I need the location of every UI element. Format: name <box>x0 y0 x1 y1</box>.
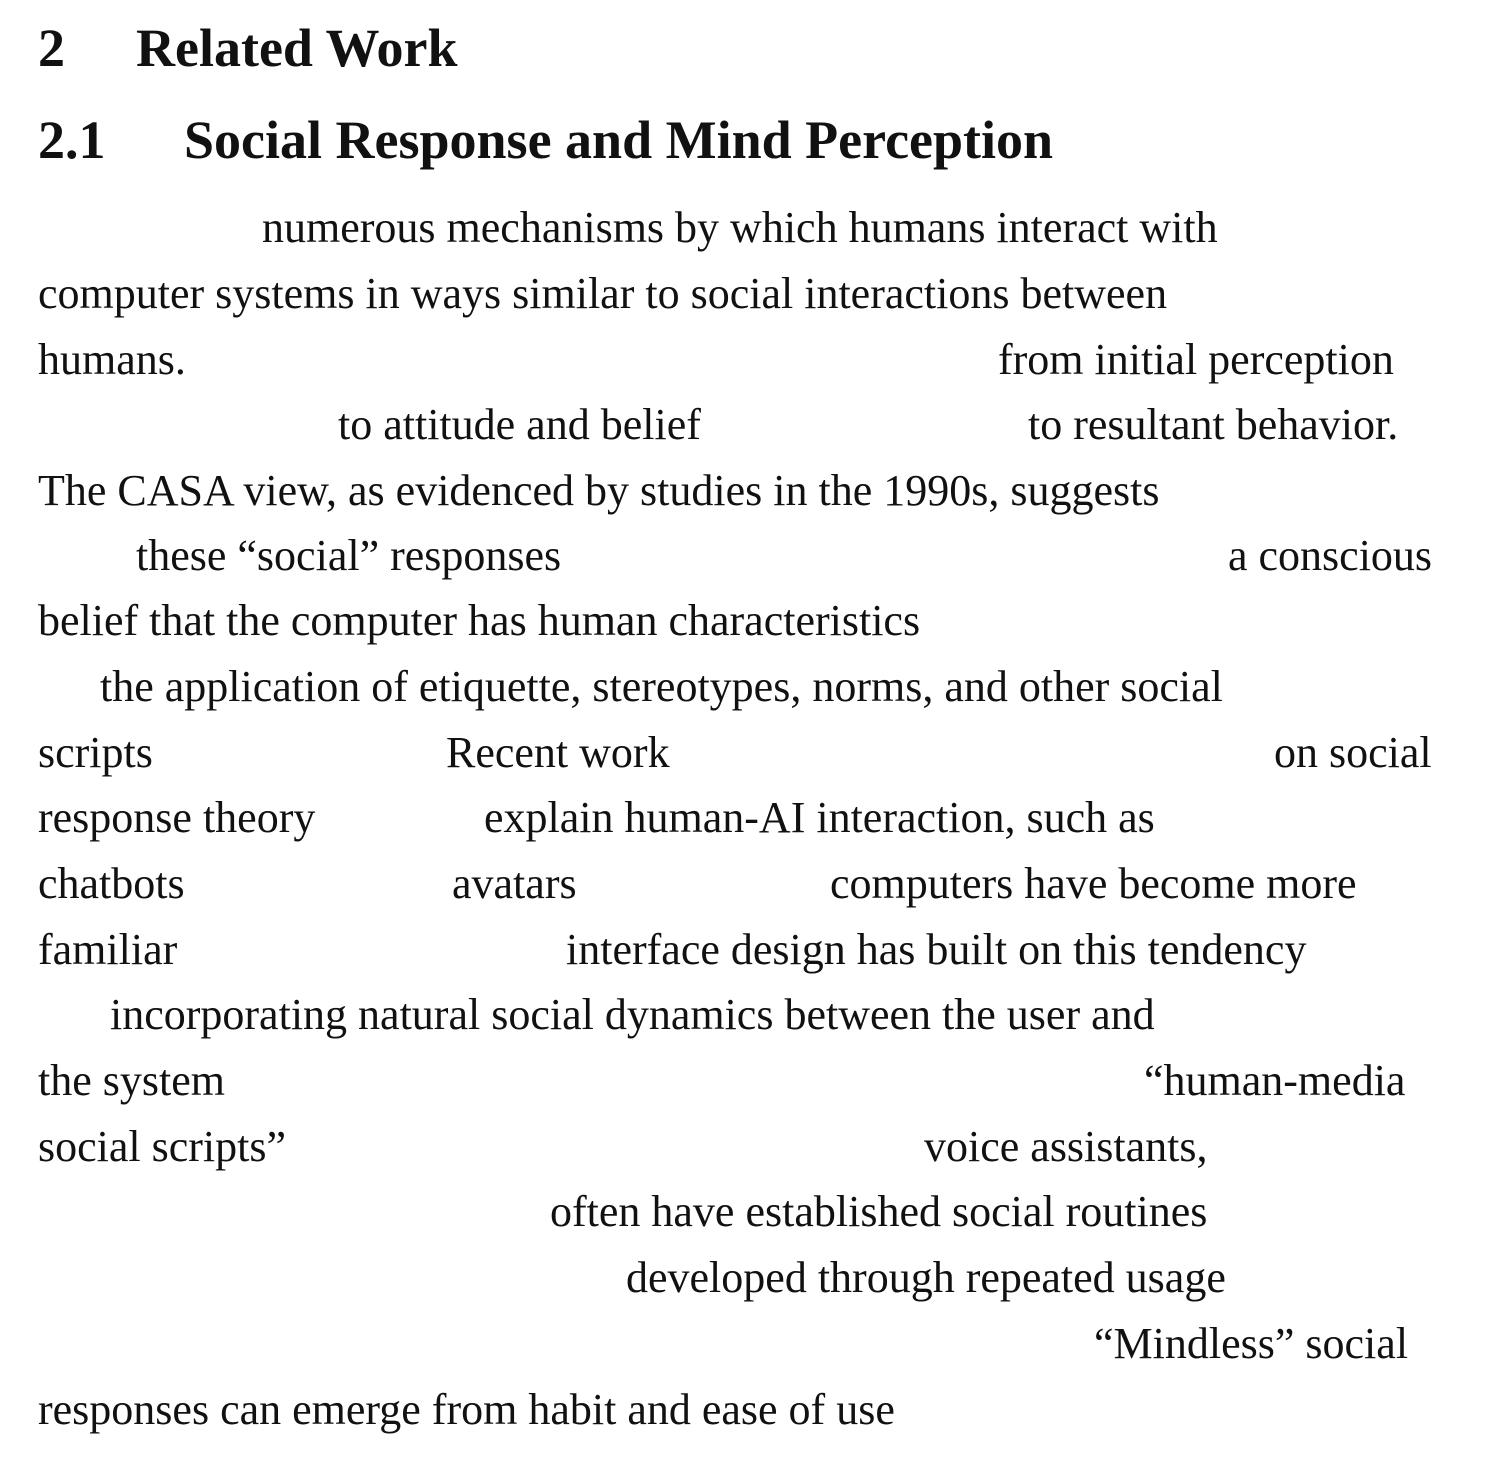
text-line <box>0 786 1504 850</box>
text-fragment: explain human-AI interaction, such as <box>484 793 1155 842</box>
text-fragment: avatars <box>452 859 577 908</box>
text-fragment: humans. <box>38 335 186 384</box>
text-fragment: from initial perception <box>998 335 1394 384</box>
text-line <box>0 524 1504 588</box>
text-line <box>0 1246 1504 1310</box>
text-fragment: computer systems in ways similar to social interactions between <box>38 269 1168 318</box>
text-fragment: often have established social routines <box>550 1187 1208 1236</box>
text-fragment: responses can emerge from habit and ease of use <box>38 1385 895 1434</box>
text-fragment: “Mindless” social <box>1094 1319 1409 1368</box>
text-line <box>0 721 1504 785</box>
text-fragment: chatbots <box>38 859 185 908</box>
text-fragment: Recent work <box>446 728 670 777</box>
text-fragment: incorporating natural social dynamics between the user and <box>110 990 1155 1039</box>
text-line <box>0 655 1504 719</box>
subsection-number: 2.1 <box>38 110 106 170</box>
text-fragment: these “social” responses <box>136 531 562 580</box>
text-fragment: on social <box>1274 728 1432 777</box>
section-number: 2 <box>38 18 65 78</box>
text-fragment: a conscious <box>1228 531 1433 580</box>
text-fragment: the system <box>38 1056 225 1105</box>
text-line <box>0 328 1504 392</box>
text-fragment: interface design has built on this tendency <box>566 925 1307 974</box>
text-line <box>0 393 1504 457</box>
text-line <box>0 262 1504 326</box>
subsection-heading <box>38 104 1053 176</box>
text-fragment: The CASA view, as evidenced by studies in the 1990s, suggests <box>38 466 1160 515</box>
text-fragment: “human-media <box>1144 1056 1406 1105</box>
text-fragment: the application of etiquette, stereotypes, norms, and other social <box>100 662 1223 711</box>
text-fragment: belief that the computer has human characteristics <box>38 596 921 645</box>
text-fragment: familiar <box>38 925 178 974</box>
subsection-title: Social Response and Mind Perception <box>184 110 1054 170</box>
section-heading <box>38 12 458 84</box>
text-fragment: response theory <box>38 793 316 842</box>
text-line <box>0 589 1504 653</box>
text-fragment: numerous mechanisms by which humans interact with <box>262 203 1218 252</box>
text-line <box>0 196 1504 260</box>
text-fragment: social scripts” <box>38 1122 287 1171</box>
text-fragment: to resultant behavior. <box>1028 400 1399 449</box>
text-line <box>0 1312 1504 1376</box>
text-line <box>0 1049 1504 1113</box>
text-line <box>0 1115 1504 1179</box>
text-fragment: scripts <box>38 728 153 777</box>
section-title: Related Work <box>136 18 458 78</box>
text-line <box>0 459 1504 523</box>
text-line <box>0 918 1504 982</box>
text-line <box>0 852 1504 916</box>
text-line <box>0 1180 1504 1244</box>
text-fragment: developed through repeated usage <box>626 1253 1226 1302</box>
text-fragment: to attitude and belief <box>338 400 701 449</box>
text-line <box>0 1378 1504 1442</box>
text-line <box>0 983 1504 1047</box>
text-fragment: voice assistants, <box>924 1122 1208 1171</box>
text-fragment: computers have become more <box>830 859 1357 908</box>
